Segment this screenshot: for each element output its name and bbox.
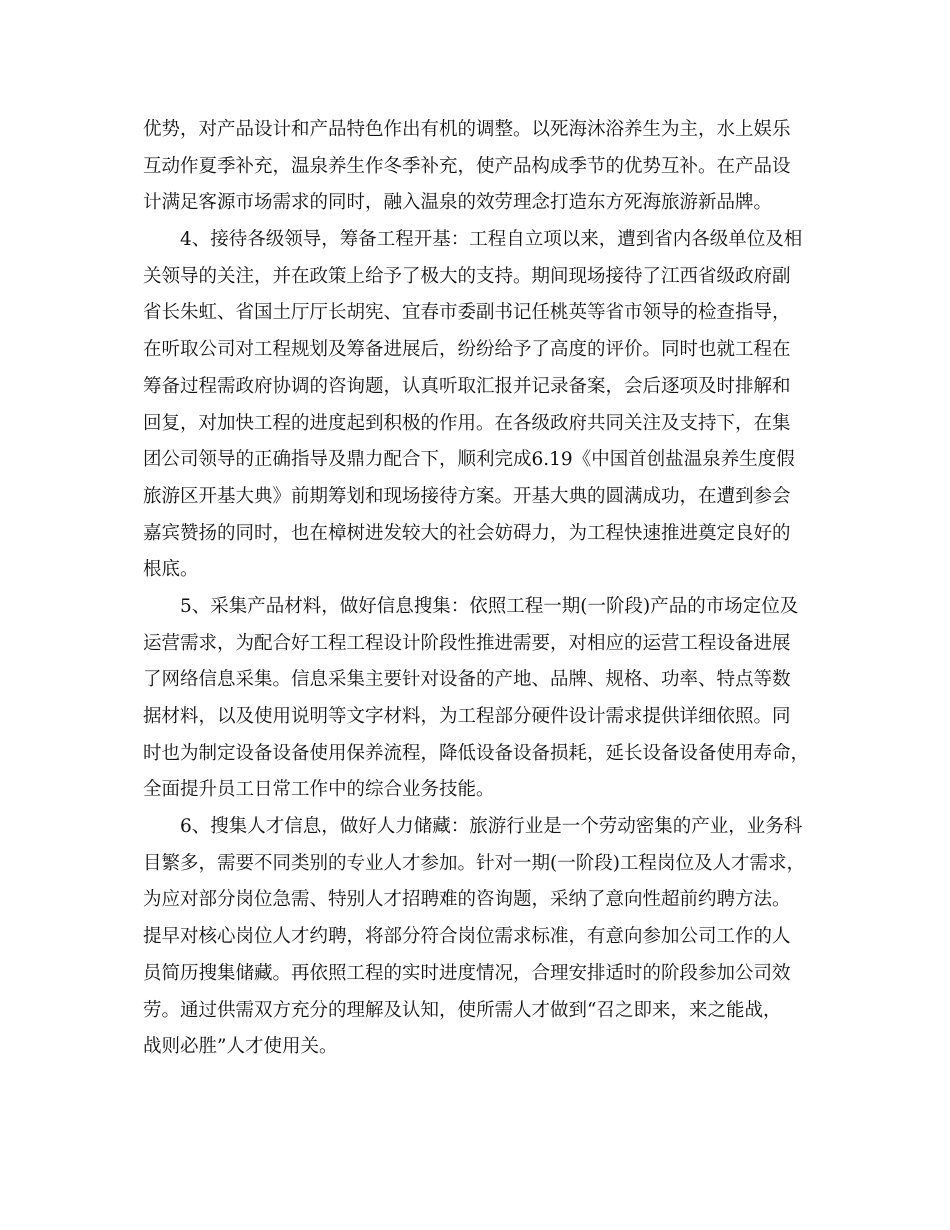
text-line: 计满足客源市场需求的同时，融入温泉的效劳理念打造东方死海旅游新品牌。 xyxy=(143,192,773,214)
text-line: 团公司领导的正确指导及鼎力配合下，顺利完成6.19《中国首创盐温泉养生度假 xyxy=(143,449,795,471)
text-line: 全面提升员工日常工作中的综合业务技能。 xyxy=(143,779,495,801)
text-line: 了网络信息采集。信息采集主要针对设备的产地、品牌、规格、功率、特点等数 xyxy=(143,669,791,691)
text-line: 战则必胜”人才使用关。 xyxy=(143,1036,338,1058)
text-line: 在听取公司对工程规划及筹备进展后，纷纷给予了高度的评价。同时也就工程在 xyxy=(143,339,791,361)
text-line: 5、采集产品材料，做好信息搜集：依照工程一期(一阶段)产品的市场定位及 xyxy=(180,595,799,617)
paragraph xyxy=(143,222,813,589)
text-line: 提早对核心岗位人才约聘，将部分符合岗位需求标准，有意向参加公司工作的人 xyxy=(143,926,791,948)
text-line: 旅游区开基大典》前期筹划和现场接待方案。开基大典的圆满成功，在遭到参会 xyxy=(143,485,791,507)
text-line: 嘉宾赞扬的同时，也在樟树进发较大的社会妨碍力，为工程快速推进奠定良好的 xyxy=(143,522,791,544)
document-body xyxy=(143,112,813,1066)
text-line: 运营需求，为配合好工程工程设计阶段性推进需要，对相应的运营工程设备进展 xyxy=(143,632,791,654)
text-line: 4、接待各级领导，筹备工程开基：工程自立项以来，遭到省内各级单位及相 xyxy=(180,229,803,251)
paragraph xyxy=(143,809,813,1066)
text-line: 6、搜集人才信息，做好人力储藏：旅游行业是一个劳动密集的产业，业务科 xyxy=(180,816,803,838)
text-line: 目繁多，需要不同类别的专业人才参加。针对一期(一阶段)工程岗位及人才需求， xyxy=(143,852,805,874)
paragraph xyxy=(143,112,813,222)
text-line: 省长朱虹、省国土厅厅长胡宪、宜春市委副书记任桃英等省市领导的检查指导， xyxy=(143,302,791,324)
text-line: 根底。 xyxy=(143,559,199,581)
text-line: 员简历搜集储藏。再依照工程的实时进度情况，合理安排适时的阶段参加公司效 xyxy=(143,962,791,984)
text-line: 为应对部分岗位急需、特别人才招聘难的咨询题，采纳了意向性超前约聘方法。 xyxy=(143,889,791,911)
text-line: 时也为制定设备设备使用保养流程，降低设备设备损耗，延长设备设备使用寿命， xyxy=(143,742,810,764)
text-line: 关领导的关注，并在政策上给予了极大的支持。期间现场接待了江西省级政府副 xyxy=(143,265,791,287)
text-line: 据材料，以及使用说明等文字材料，为工程部分硬件设计需求提供详细依照。同 xyxy=(143,706,791,727)
text-line: 劳。通过供需双方充分的理解及认知，使所需人才做到“召之即来，来之能战， xyxy=(143,999,782,1021)
text-line: 互动作夏季补充，温泉养生作冬季补充，使产品构成季节的优势互补。在产品设 xyxy=(143,155,791,177)
text-line: 回复，对加快工程的进度起到积极的作用。在各级政府共同关注及支持下，在集 xyxy=(143,412,791,434)
text-line: 优势，对产品设计和产品特色作出有机的调整。以死海沐浴养生为主，水上娱乐 xyxy=(143,119,791,140)
text-line: 筹备过程需政府协调的咨询题，认真听取汇报并记录备案，会后逐项及时排解和 xyxy=(143,375,791,397)
paragraph xyxy=(143,589,813,809)
